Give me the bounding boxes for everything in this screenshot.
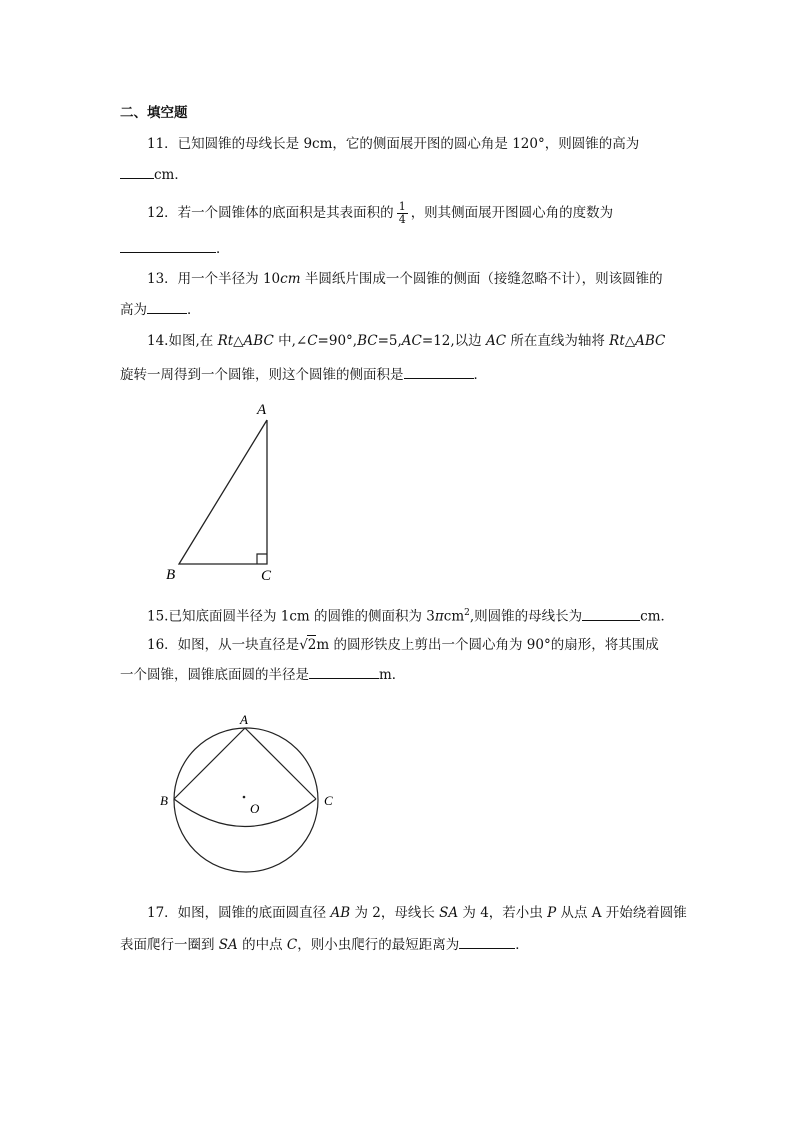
- q12-line2: ．: [120, 240, 230, 258]
- q12-line1: 12．若一个圆锥体的底面积是其表面积的 $\frac{1}{4}$ ，则其侧面展开图圆心角的度数为: [147, 200, 614, 226]
- label-b: B: [166, 567, 176, 583]
- label-b: B: [160, 793, 168, 808]
- q17-line1: 17．如图，圆锥的底面圆直径 AB 为 2，母线长 SA 为 4，若小虫 P 从点 A 开始绕着圆锥: [147, 905, 687, 921]
- q16-line1: 16．如图，从一块直径是√2m 的圆形铁皮上剪出一个圆心角为 90°的扇形，将其围成: [147, 637, 659, 653]
- circle-o: [174, 728, 318, 872]
- segment-ac: [245, 728, 316, 799]
- arc-bc: [174, 799, 316, 827]
- center-dot: [243, 796, 246, 799]
- sqrt-sign: √: [299, 637, 308, 653]
- q15-answer-blank[interactable]: [582, 608, 640, 621]
- segment-ab: [174, 728, 245, 799]
- label-a: A: [240, 712, 248, 727]
- q11-answer-blank[interactable]: [120, 166, 154, 179]
- q14-line2: 旋转一周得到一个圆锥，则这个圆锥的侧面积是 ．: [120, 367, 487, 383]
- label-o: O: [250, 801, 260, 816]
- section-title: 二、填空题: [120, 105, 188, 121]
- q13-line1: 13．用一个半径为 10cm 半圆纸片围成一个圆锥的侧面（接缝忽略不计），则该圆锥的: [147, 271, 663, 287]
- q13-line2: 高为 ．: [120, 302, 201, 318]
- label-a: A: [257, 402, 267, 418]
- label-c: C: [324, 793, 333, 808]
- triangle-abc: [179, 420, 267, 564]
- q17-answer-blank[interactable]: [459, 936, 515, 949]
- q12-answer-blank[interactable]: [120, 240, 216, 253]
- triangle-figure: [160, 396, 285, 588]
- q14-line1: 14.如图,在 Rt△ABC 中,∠C=90°,BC=5,AC=12,以边 AC 所在直线为轴将 Rt△ABC: [147, 333, 666, 349]
- q16-answer-blank[interactable]: [309, 666, 379, 679]
- q11-line2: cm．: [120, 166, 188, 184]
- q17-line2: 表面爬行一圈到 SA 的中点 C，则小虫爬行的最短距离为 ．: [120, 937, 529, 953]
- q11-line1: 11．已知圆锥的母线长是 9cm，它的侧面展开图的圆心角是 120°，则圆锥的高为: [147, 136, 640, 152]
- q14-answer-blank[interactable]: [404, 366, 474, 379]
- fraction-one-quarter: $\frac{1}{4}$: [398, 200, 406, 226]
- q13-answer-blank[interactable]: [147, 301, 187, 314]
- label-c: C: [261, 568, 272, 584]
- q16-line2: 一个圆锥，圆锥底面圆的半径是 m．: [120, 667, 406, 683]
- right-angle-mark: [257, 554, 267, 564]
- circle-sector-figure: [150, 708, 350, 878]
- q15-line1: 15.已知底面圆半径为 1cm 的圆锥的侧面积为 3πcm$^2$,则圆锥的母线长为 cm．: [147, 608, 675, 625]
